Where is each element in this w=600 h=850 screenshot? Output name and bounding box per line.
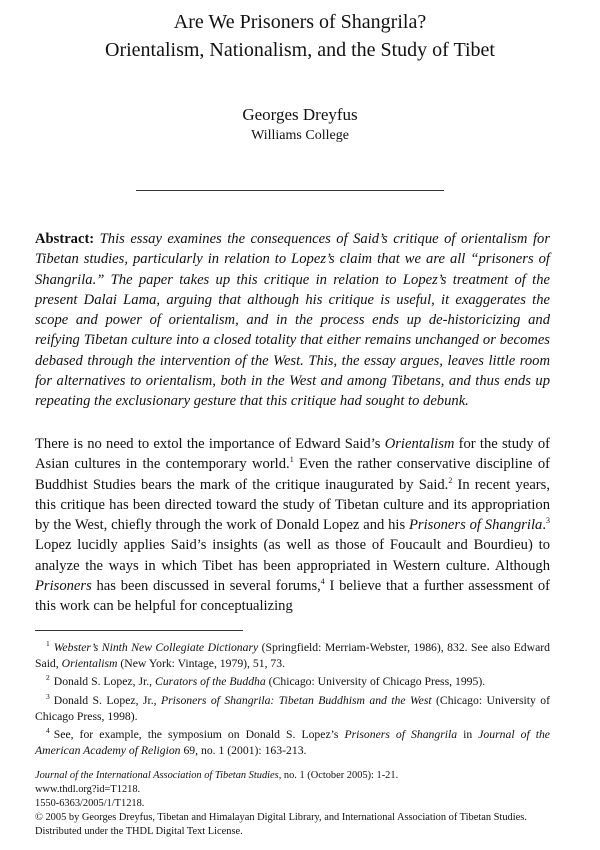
body-text: Lopez lucidly applies Said’s insights (as well as those of Foucault and Bourdieu) to analyze the ways in which Tibet has been appropriated in Western culture. Although (35, 537, 550, 574)
journal-name: Journal of the International Association of Tibetan Studies (35, 770, 279, 781)
body-text: Even the rather conservative discipline of Buddhist Studies bears the mark of the critique inaugurated by Said. (35, 456, 550, 493)
footnote-ref-3[interactable]: 3 (546, 516, 550, 526)
abstract (35, 229, 550, 412)
footnote-text: (Springfield: Merriam-Webster, 1986), 832. See also Edward Said, (35, 641, 550, 670)
body-text: In recent years, this critique has been directed toward the study of Tibetan culture and its appropriation by the West, chiefly through the work of Donald Lopez and his (35, 476, 550, 534)
license-notice: Distributed under the THDL Digital Text License. (35, 826, 243, 837)
footnote-text: Donald S. Lopez, Jr., (53, 694, 161, 707)
body-text: has been discussed in several forums, (91, 578, 321, 595)
footnote-italic: Orientalism (61, 656, 118, 670)
title-separator (136, 190, 444, 191)
footnote-text: (Chicago: University of Chicago Press, 1998). (35, 694, 551, 723)
footnote-text: 69, no. 1 (2001): 163-213. (180, 743, 307, 757)
paper-title-line2: Orientalism, Nationalism, and the Study of Tibet (105, 39, 495, 61)
footnote-number: 2 (46, 673, 50, 683)
abstract-label: Abstract: (35, 231, 95, 247)
author-name: Georges Dreyfus (242, 105, 358, 124)
body-text: for the study of Asian cultures in the contemporary world. (35, 436, 550, 473)
footnote-text: in (457, 728, 479, 741)
footnote-italic: Prisoners of Shangrila: Tibetan Buddhism and the West (160, 694, 432, 707)
body-paragraph (35, 434, 550, 617)
footnote-1 (35, 640, 550, 671)
paper-title-line1: Are We Prisoners of Shangrila? (173, 11, 427, 33)
body-text: There is no need to extol the importance of Edward Said’s (35, 436, 385, 452)
footnote-italic: Webster’s Ninth New Collegiate Dictionary (53, 641, 259, 654)
issn: 1550-6363/2005/1/T1218. (35, 798, 145, 809)
footnote-3 (35, 693, 550, 724)
footnote-italic: Curators of the Buddha (155, 675, 266, 688)
body-italic: Orientalism (384, 436, 455, 452)
publication-info (35, 769, 555, 839)
body-italic: Prisoners of Shangrila (409, 517, 543, 534)
footnote-ref-1[interactable]: 1 (289, 455, 294, 465)
author-affiliation: Williams College (251, 128, 349, 143)
footnote-number: 4 (46, 726, 50, 736)
footnote-italic: Prisoners of Shangrila (344, 728, 458, 741)
footnote-4 (35, 727, 550, 758)
journal-citation (35, 769, 555, 783)
body-text: I believe that a further assessment of this work can be helpful for conceptualizing (35, 578, 551, 615)
footnote-number: 3 (46, 692, 50, 702)
footnote-rule (35, 630, 243, 631)
footnote-ref-4[interactable]: 4 (320, 577, 325, 587)
footnote-2 (35, 674, 550, 690)
journal-issue: , no. 1 (October 2005): 1-21. (278, 770, 399, 781)
footnote-text: (Chicago: University of Chicago Press, 1995). (265, 675, 486, 688)
footnote-number: 1 (46, 639, 50, 649)
journal-url[interactable]: www.thdl.org?id=T1218. (35, 784, 141, 795)
footnote-italic: Journal of the American Academy of Religion (35, 728, 550, 757)
footnote-text: Donald S. Lopez, Jr., (53, 675, 156, 688)
body-italic: Prisoners (35, 578, 92, 595)
footnote-ref-2[interactable]: 2 (448, 475, 453, 485)
body-text: . (542, 517, 546, 534)
copyright-notice: © 2005 by Georges Dreyfus, Tibetan and Himalayan Digital Library, and International Association of Tibetan Studies. (35, 812, 527, 823)
abstract-text: This essay examines the consequences of Said’s critique of orientalism for Tibetan studies, particularly in relation to Lopez’s claim that we are all “prisoners of Shangrila.” The paper takes up this critique in relation to Lopez’s treatment of the present Dalai Lama, arguing that although his critique is useful, it exaggerates the scope and power of orientalism, and in the process ends up de-historicizing and reifying Tibetan culture into a closed totality that either remains unchanged or becomes debased through the intervention of the West. This, the essay argues, leaves little room for alternatives to orientalism, both in the West and among Tibetans, and thus ends up repeating the exclusionary gesture that this critique had sought to debunk. (35, 231, 550, 410)
footnote-text: (New York: Vintage, 1979), 51, 73. (117, 656, 286, 670)
footnote-text: See, for example, the symposium on Donald S. Lopez’s (53, 728, 345, 741)
